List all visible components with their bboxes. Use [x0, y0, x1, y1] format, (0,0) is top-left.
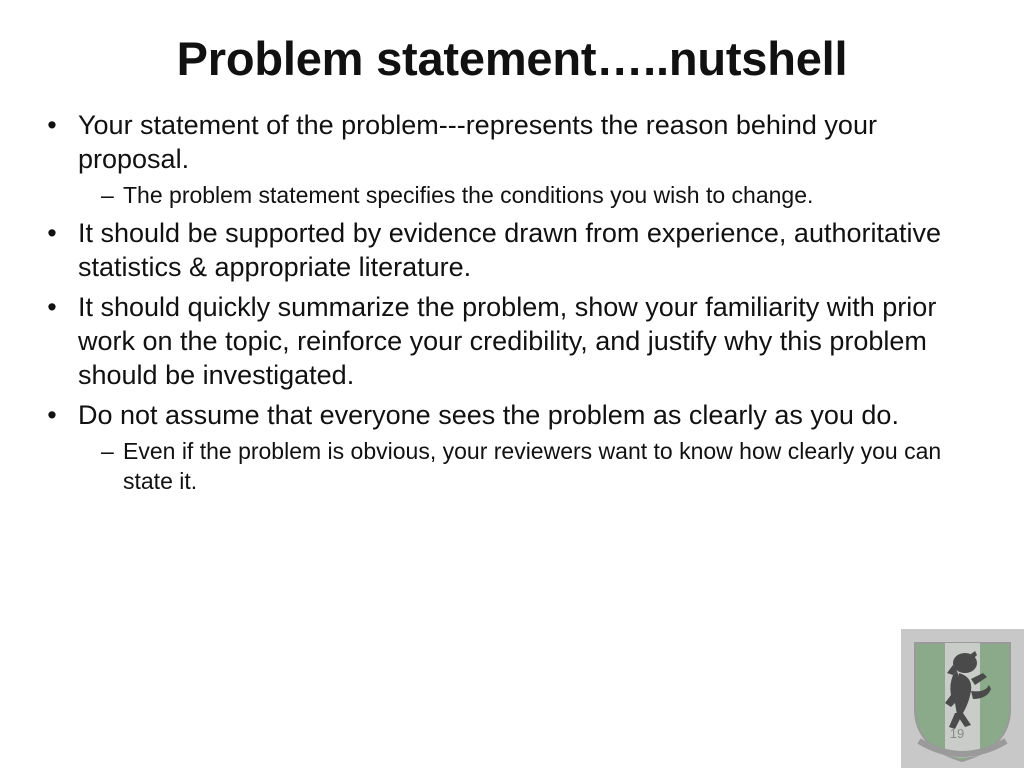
sub-bullet-text: Even if the problem is obvious, your reviewers want to know how clearly you can state it. [123, 438, 942, 494]
slide-number: 19 [949, 726, 965, 741]
sub-bullet-list [78, 180, 990, 210]
sub-bullet-list [78, 436, 990, 496]
sub-bullet-item [101, 180, 990, 210]
bullet-list [40, 108, 990, 502]
bullet-text: It should be supported by evidence drawn from experience, authoritative statistics & appropriate literature. [78, 218, 942, 282]
university-crest-icon [901, 629, 1024, 768]
sub-bullet-marker: – [101, 182, 114, 208]
bullet-text: Your statement of the problem---represents the reason behind your proposal. [78, 110, 877, 174]
slide-title: Problem statement…..nutshell [176, 32, 848, 85]
bullet-item [40, 216, 990, 284]
bullet-marker: • [47, 110, 57, 140]
bullet-marker: • [47, 292, 57, 322]
sub-bullet-marker: – [101, 438, 114, 464]
bullet-item [40, 290, 990, 392]
sub-bullet-item [101, 436, 990, 496]
bullet-item [40, 398, 990, 496]
bullet-text: It should quickly summarize the problem, show your familiarity with prior work on the topic, reinforce your credibility, and justify why this problem should be investigated. [78, 292, 937, 390]
bullet-marker: • [47, 218, 57, 248]
sub-bullet-text: The problem statement specifies the conditions you wish to change. [123, 182, 814, 208]
bullet-marker: • [47, 400, 57, 430]
bullet-item [40, 108, 990, 210]
bullet-text: Do not assume that everyone sees the problem as clearly as you do. [78, 400, 899, 430]
crest-graphic [901, 629, 1024, 768]
